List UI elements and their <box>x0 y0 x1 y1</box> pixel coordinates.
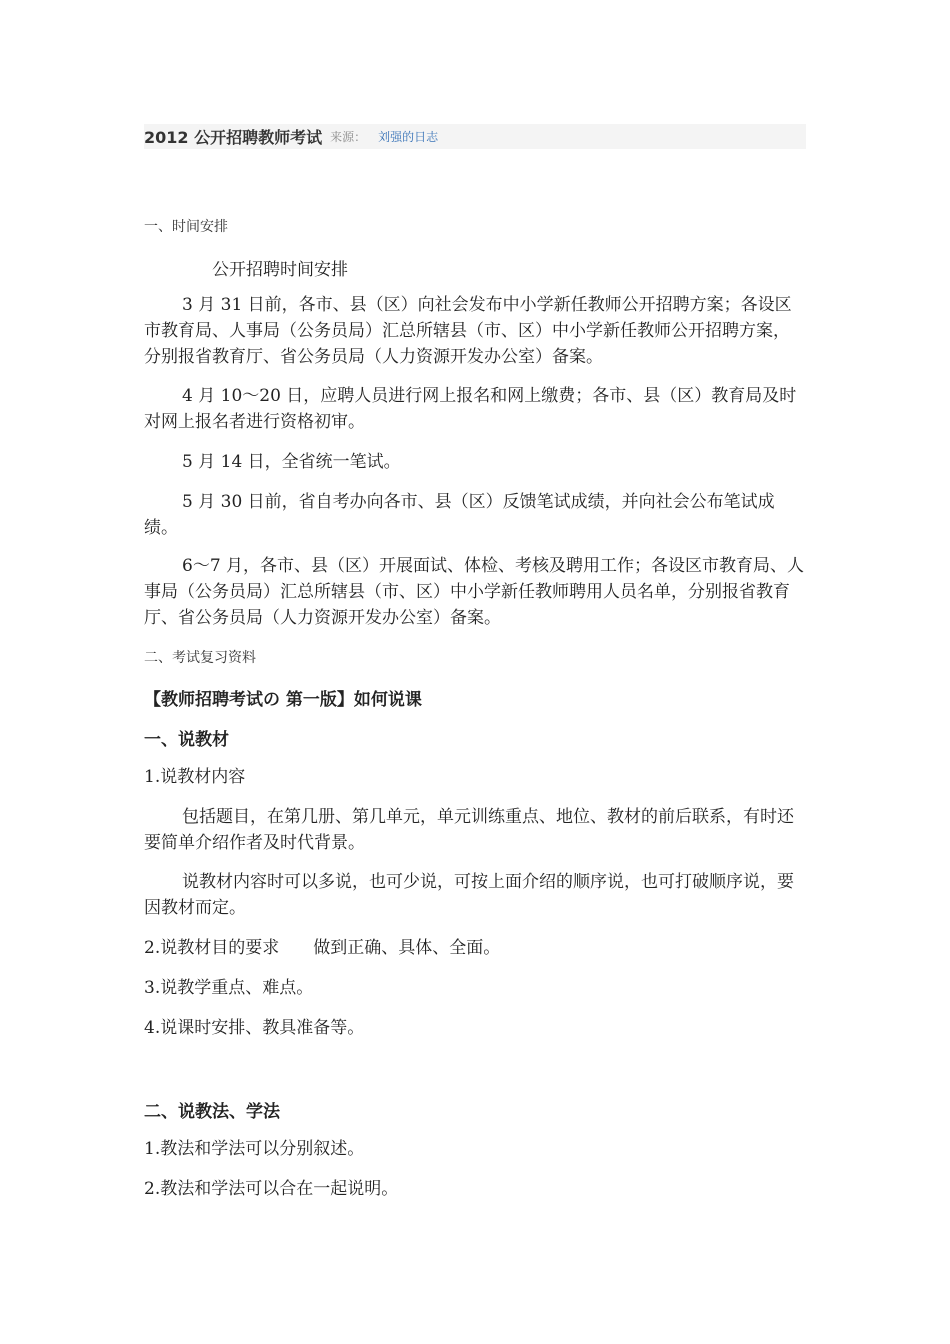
article-title: 2012 公开招聘教师考试 <box>144 128 323 147</box>
source-label: 来源： <box>330 130 367 144</box>
item-1-paragraph-2: 说教材内容时可以多说，也可少说，可按上面介绍的顺序说，也可打破顺序说，要因教材而定。 <box>144 872 794 918</box>
article-header <box>144 124 806 149</box>
schedule-title: 公开招聘时间安排 <box>212 260 348 280</box>
article-subtitle: 【教师招聘考试の 第一版】如何说课 <box>144 690 422 710</box>
item-1-paragraph-1: 包括题目，在第几册、第几单元，单元训练重点、地位、教材的前后联系，有时还要简单介绍作者及时代背景。 <box>144 807 794 853</box>
heading-methods: 二、说教法、学法 <box>144 1102 280 1122</box>
item-4: 4.说课时安排、教具准备等。 <box>144 1018 365 1038</box>
section-heading-materials: 二、考试复习资料 <box>144 650 256 666</box>
item-1: 1.说教材内容 <box>144 767 246 787</box>
paragraph-march: 3 月 31 日前，各市、县（区）向社会发布中小学新任教师公开招聘方案；各设区市教育局、人事局（公务员局）汇总所辖县（市、区）中小学新任教师公开招聘方案，分别报省教育厅、省公务员局（人力资源开发办公室）备案。 <box>144 295 792 367</box>
method-1: 1.教法和学法可以分别叙述。 <box>144 1139 365 1159</box>
item-3: 3.说教学重点、难点。 <box>144 978 314 998</box>
paragraph-april: 4 月 10～20 日，应聘人员进行网上报名和网上缴费；各市、县（区）教育局及时对网上报名者进行资格初审。 <box>144 386 797 432</box>
paragraph-june-july: 6～7 月，各市、县（区）开展面试、体检、考核及聘用工作；各设区市教育局、人事局（公务员局）汇总所辖县（市、区）中小学新任教师聘用人员名单，分别报省教育厅、省公务员局（人力资源开发办公室）备案。 <box>144 556 805 628</box>
item-2: 2.说教材目的要求 做到正确、具体、全面。 <box>144 938 501 958</box>
method-2: 2.教法和学法可以合在一起说明。 <box>144 1179 399 1199</box>
source-link[interactable]: 刘强的日志 <box>378 130 439 144</box>
heading-textbook: 一、说教材 <box>144 730 229 750</box>
paragraph-may14: 5 月 14 日，全省统一笔试。 <box>182 452 401 472</box>
paragraph-may30: 5 月 30 日前，省自考办向各市、县（区）反馈笔试成绩，并向社会公布笔试成绩。 <box>144 492 775 538</box>
section-heading-schedule: 一、时间安排 <box>144 219 228 235</box>
